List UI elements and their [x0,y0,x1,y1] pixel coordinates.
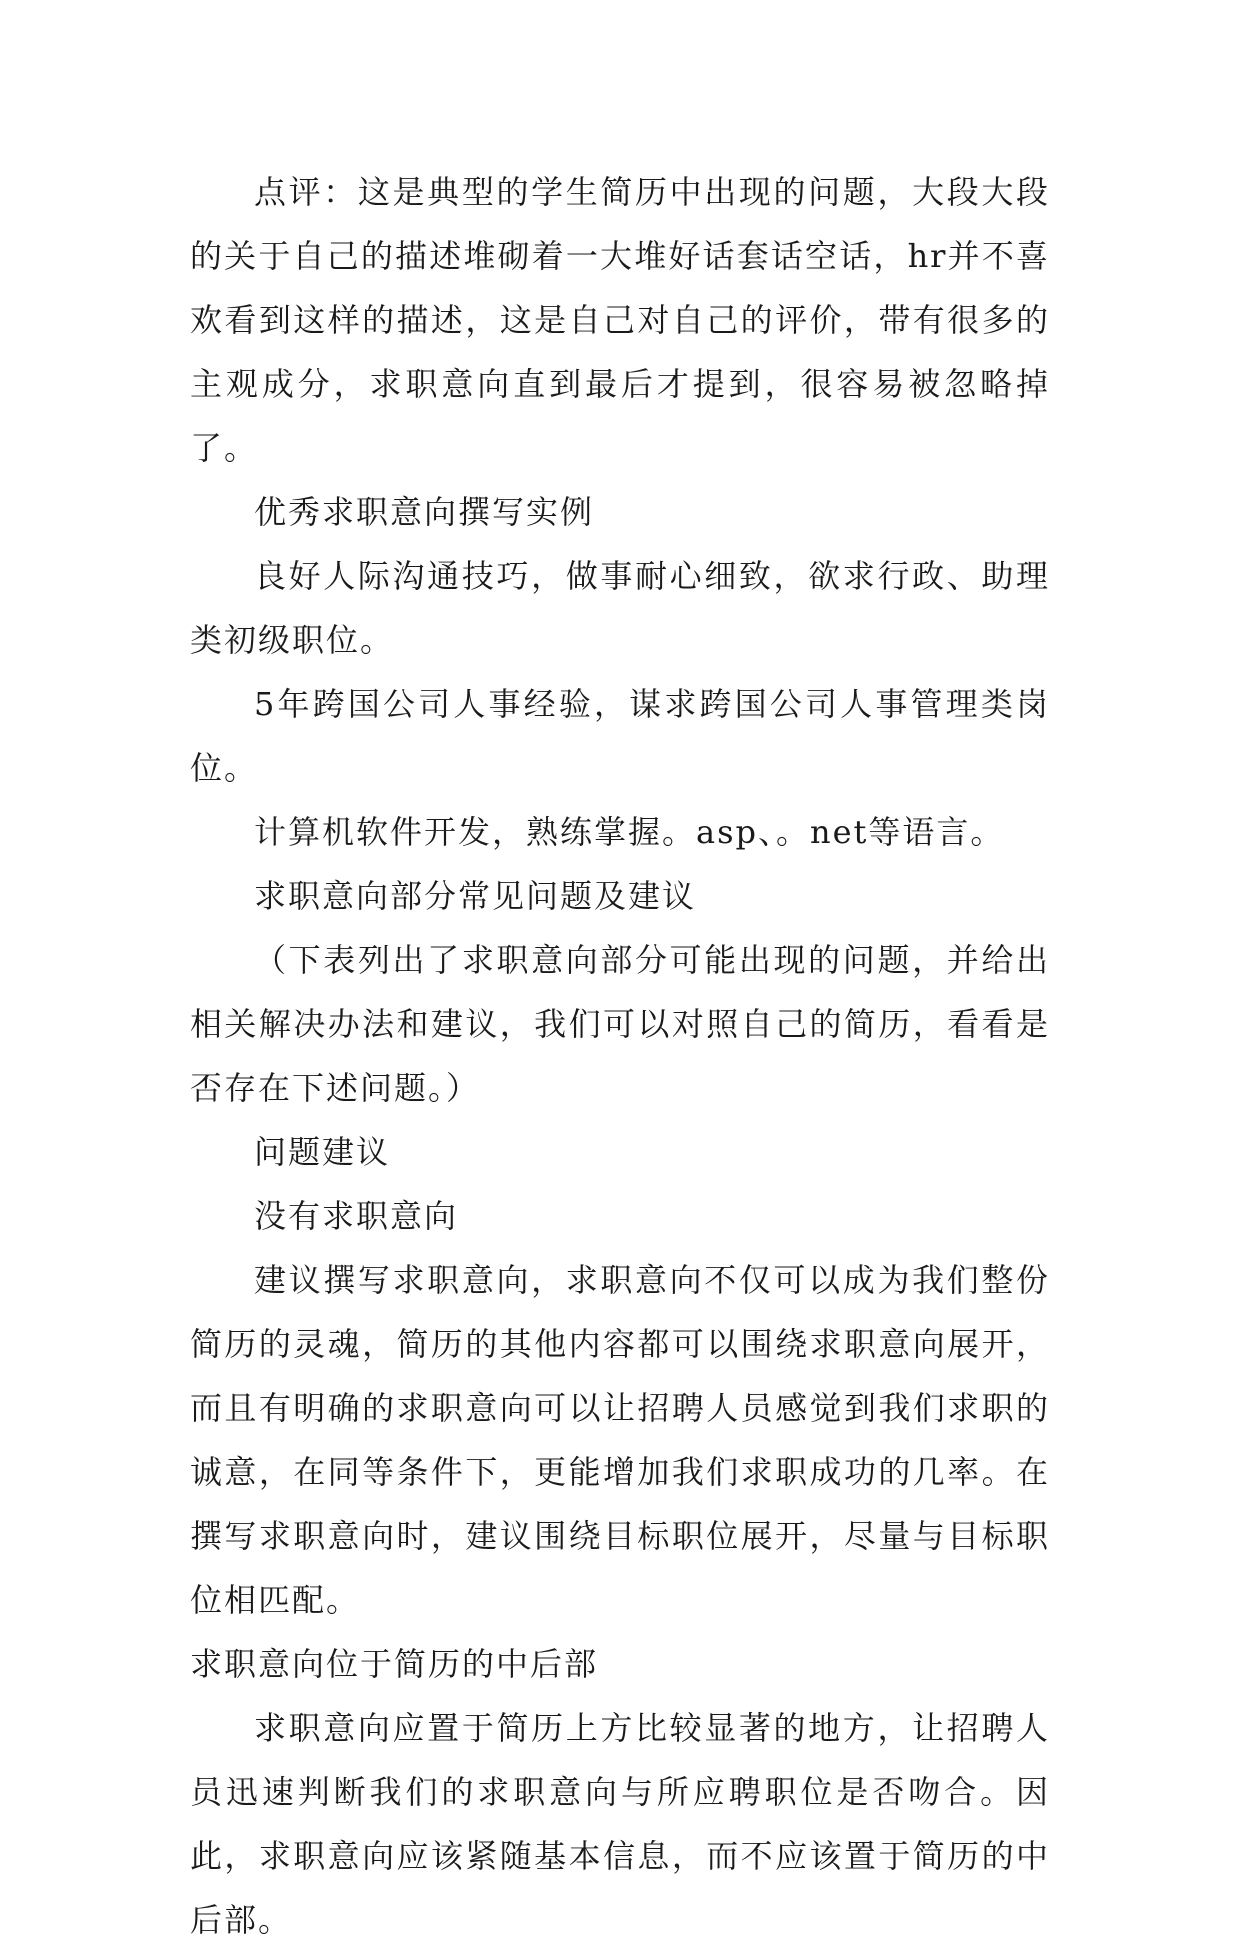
paragraph-example-1: 良好人际沟通技巧，做事耐心细致，欲求行政、助理类初级职位。 [190,557,1050,659]
paragraph-table-note: （下表列出了求职意向部分可能出现的问题，并给出相关解决办法和建议，我们可以对照自己的简历，看看是否存在下述问题。） [190,941,1050,1107]
problem-objective-position: 求职意向位于简历的中后部 [190,1645,599,1683]
document-body [190,160,1050,1952]
paragraph-comment: 点评：这是典型的学生简历中出现的问题，大段大段的关于自己的描述堆砌着一大堆好话套话空话，hr并不喜欢看到这样的描述，这是自己对自己的评价，带有很多的主观成分，求职意向直到最后才提到，很容易被忽略掉了。 [190,173,1050,467]
problem-no-objective: 没有求职意向 [254,1197,459,1235]
suggestion-write-objective: 建议撰写求职意向，求职意向不仅可以成为我们整份简历的灵魂，简历的其他内容都可以围绕求职意向展开，而且有明确的求职意向可以让招聘人员感觉到我们求职的诚意，在同等条件下，更能增加我们求职成功的几率。在撰写求职意向时，建议围绕目标职位展开，尽量与目标职位相匹配。 [190,1261,1050,1619]
heading-examples: 优秀求职意向撰写实例 [254,493,595,531]
heading-common-problems: 求职意向部分常见问题及建议 [254,877,697,915]
paragraph-example-3: 计算机软件开发，熟练掌握。asp、。net等语言。 [254,813,1005,851]
table-header-problem-suggestion: 问题建议 [254,1133,391,1171]
paragraph-example-2: 5年跨国公司人事经验，谋求跨国公司人事管理类岗位。 [190,685,1050,787]
suggestion-objective-position: 求职意向应置于简历上方比较显著的地方，让招聘人员迅速判断我们的求职意向与所应聘职位是否吻合。因此，求职意向应该紧随基本信息，而不应该置于简历的中后部。 [190,1709,1050,1939]
